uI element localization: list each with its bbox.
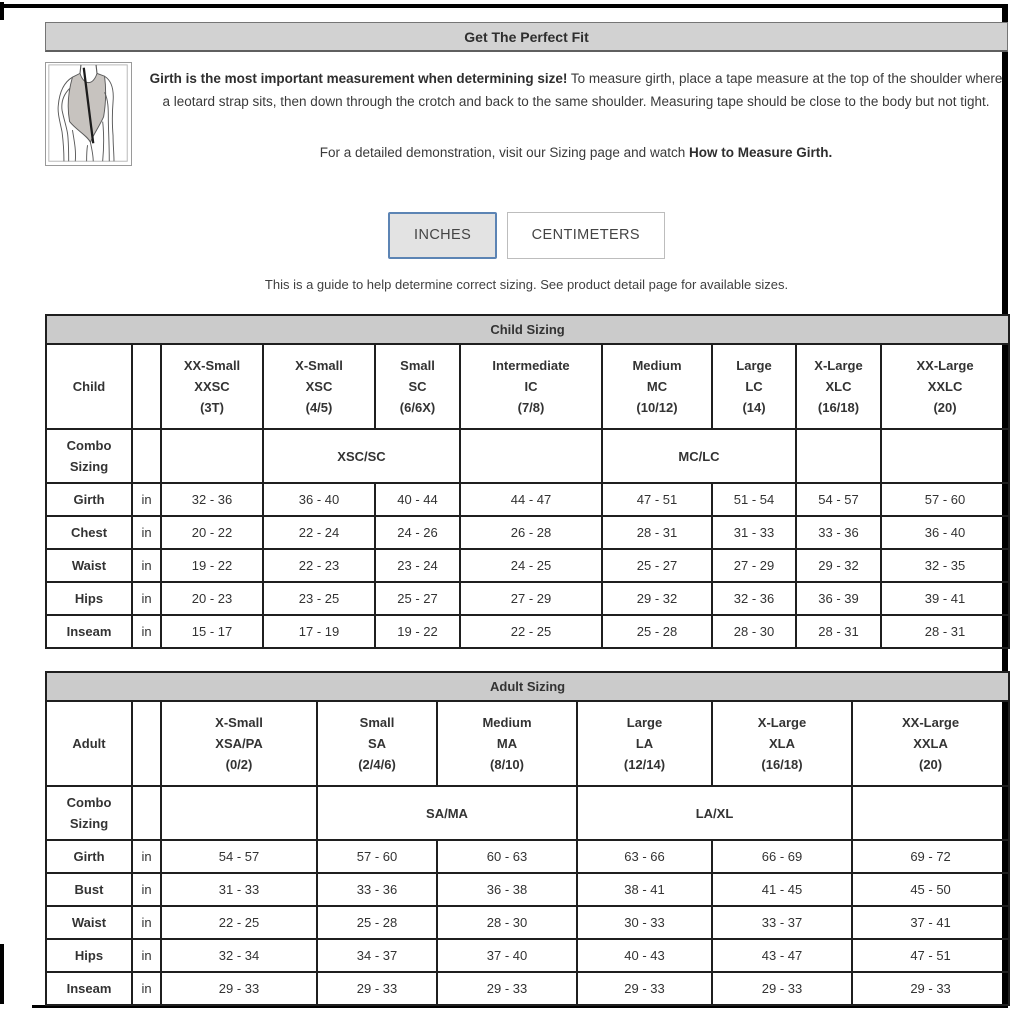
combo-cell: MC/LC: [602, 429, 796, 483]
size-value-cell: 66 - 69: [712, 840, 852, 873]
size-name: Large: [736, 358, 772, 373]
size-value-cell: 33 - 37: [712, 906, 852, 939]
child-sizing-table: [45, 314, 1010, 649]
size-value-cell: 47 - 51: [602, 483, 712, 516]
size-value-cell: 36 - 38: [437, 873, 577, 906]
size-code: XSA/PA: [215, 736, 263, 751]
size-name: XX-Large: [916, 358, 974, 373]
size-value-cell: 25 - 27: [602, 549, 712, 582]
row-label: Combo Sizing: [46, 786, 132, 840]
size-value-cell: 28 - 30: [437, 906, 577, 939]
size-value-cell: 25 - 28: [602, 615, 712, 648]
unit-toggle: [45, 212, 1008, 259]
unit-cell: in: [132, 615, 161, 648]
row-label: Chest: [46, 516, 132, 549]
size-column-header: [712, 344, 796, 429]
size-value-cell: 26 - 28: [460, 516, 602, 549]
table-row: [46, 516, 1009, 549]
size-value-cell: 28 - 30: [712, 615, 796, 648]
size-value-cell: 43 - 47: [712, 939, 852, 972]
intro-section: [45, 62, 1008, 166]
size-column-header: [437, 701, 577, 786]
size-code: MA: [496, 736, 518, 751]
size-name: X-Small: [295, 358, 343, 373]
row-label: Child: [46, 344, 132, 429]
row-label: Inseam: [46, 615, 132, 648]
size-value-cell: 39 - 41: [881, 582, 1009, 615]
size-range: (20): [918, 757, 943, 772]
row-label: Waist: [46, 549, 132, 582]
size-value-cell: 29 - 33: [577, 972, 712, 1005]
size-column-header: [375, 344, 460, 429]
girth-diagram-image: [45, 62, 132, 166]
size-name: XX-Small: [183, 358, 241, 373]
unit-cell: in: [132, 516, 161, 549]
unit-cell: in: [132, 840, 161, 873]
centimeters-button[interactable]: CENTIMETERS: [507, 212, 665, 259]
combo-blank-cell: [796, 429, 881, 483]
size-value-cell: 31 - 33: [712, 516, 796, 549]
size-range: (16/18): [761, 757, 803, 772]
size-value-cell: 17 - 19: [263, 615, 375, 648]
size-value-cell: 27 - 29: [460, 582, 602, 615]
row-label: Inseam: [46, 972, 132, 1005]
size-value-cell: 24 - 26: [375, 516, 460, 549]
size-value-cell: 40 - 43: [577, 939, 712, 972]
size-column-header: [161, 344, 263, 429]
inches-button[interactable]: INCHES: [388, 212, 497, 259]
combo-blank-cell: [460, 429, 602, 483]
size-value-cell: 32 - 35: [881, 549, 1009, 582]
size-range: (7/8): [517, 400, 545, 415]
girth-instructions-body: To measure girth, place a tape measure at the top of the shoulder where a leotard strap sits, then down through the crotch and back to the same shoulder. Measuring tape should be close to the body but not tight.: [162, 71, 1003, 109]
size-value-cell: 22 - 25: [161, 906, 317, 939]
size-value-cell: 44 - 47: [460, 483, 602, 516]
size-column-header: [852, 701, 1009, 786]
size-range: (4/5): [305, 400, 333, 415]
size-value-cell: 29 - 33: [852, 972, 1009, 1005]
unit-cell: in: [132, 582, 161, 615]
row-label: Girth: [46, 483, 132, 516]
size-value-cell: 34 - 37: [317, 939, 437, 972]
size-range: (8/10): [490, 757, 524, 772]
size-value-cell: 19 - 22: [161, 549, 263, 582]
size-range: (20): [933, 400, 957, 415]
adult-table-title: Adult Sizing: [46, 672, 1009, 701]
size-value-cell: 29 - 32: [796, 549, 881, 582]
page-title: Get The Perfect Fit: [464, 29, 589, 45]
size-column-header: [712, 701, 852, 786]
combo-blank-cell: [881, 429, 1009, 483]
size-value-cell: 33 - 36: [796, 516, 881, 549]
size-value-cell: 32 - 36: [712, 582, 796, 615]
size-code: LA: [635, 736, 654, 751]
size-value-cell: 28 - 31: [796, 615, 881, 648]
combo-cell: XSC/SC: [263, 429, 460, 483]
size-value-cell: 33 - 36: [317, 873, 437, 906]
size-value-cell: 41 - 45: [712, 873, 852, 906]
row-label: Bust: [46, 873, 132, 906]
table-row: [46, 483, 1009, 516]
size-code: XSC: [305, 379, 333, 394]
table-row: [46, 429, 1009, 483]
table-row: [46, 786, 1009, 840]
size-value-cell: 60 - 63: [437, 840, 577, 873]
size-code: SA: [367, 736, 387, 751]
unit-cell: in: [132, 549, 161, 582]
row-label: Hips: [46, 939, 132, 972]
size-value-cell: 20 - 22: [161, 516, 263, 549]
size-name: XX-Large: [902, 715, 960, 730]
size-value-cell: 25 - 27: [375, 582, 460, 615]
size-value-cell: 32 - 36: [161, 483, 263, 516]
table-row: [46, 549, 1009, 582]
size-column-header: [263, 344, 375, 429]
child-table-title: Child Sizing: [46, 315, 1009, 344]
combo-cell: LA/XL: [577, 786, 852, 840]
size-value-cell: 22 - 24: [263, 516, 375, 549]
size-value-cell: 36 - 40: [881, 516, 1009, 549]
girth-instructions-bold: Girth is the most important measurement when determining size!: [149, 71, 568, 86]
size-column-header: [317, 701, 437, 786]
table-row: [46, 906, 1009, 939]
size-name: Small: [359, 715, 395, 730]
size-name: X-Large: [757, 715, 807, 730]
size-name: Intermediate: [492, 358, 570, 373]
size-code: IC: [524, 379, 538, 394]
size-range: (6/6X): [399, 400, 436, 415]
size-range: (14): [742, 400, 766, 415]
size-value-cell: 36 - 40: [263, 483, 375, 516]
how-to-measure-girth-bold: How to Measure Girth.: [688, 145, 833, 160]
size-range: (2/4/6): [358, 757, 396, 772]
table-row: [46, 840, 1009, 873]
size-value-cell: 20 - 23: [161, 582, 263, 615]
size-value-cell: 29 - 32: [602, 582, 712, 615]
size-value-cell: 29 - 33: [161, 972, 317, 1005]
table-row: [46, 582, 1009, 615]
sizing-guide-content: [45, 22, 1008, 1006]
girth-instructions-paragraph: [144, 68, 1008, 113]
size-code: XXLC: [927, 379, 963, 394]
size-value-cell: 29 - 33: [317, 972, 437, 1005]
size-code: SC: [408, 379, 427, 394]
size-name: X-Small: [215, 715, 263, 730]
size-value-cell: 69 - 72: [852, 840, 1009, 873]
size-value-cell: 27 - 29: [712, 549, 796, 582]
table-row: [46, 344, 1009, 429]
unit-cell: in: [132, 906, 161, 939]
table-row: [46, 672, 1009, 701]
size-value-cell: 38 - 41: [577, 873, 712, 906]
size-value-cell: 30 - 33: [577, 906, 712, 939]
unit-cell: in: [132, 939, 161, 972]
size-code: MC: [646, 379, 668, 394]
row-label: Combo Sizing: [46, 429, 132, 483]
combo-blank-cell: [852, 786, 1009, 840]
size-value-cell: 54 - 57: [796, 483, 881, 516]
size-value-cell: 63 - 66: [577, 840, 712, 873]
size-value-cell: 28 - 31: [881, 615, 1009, 648]
size-range: (3T): [200, 400, 224, 415]
size-code: XXLA: [913, 736, 948, 751]
unit-cell: [132, 344, 161, 429]
size-value-cell: 37 - 41: [852, 906, 1009, 939]
combo-cell: SA/MA: [317, 786, 577, 840]
size-range: (0/2): [225, 757, 253, 772]
unit-cell: in: [132, 873, 161, 906]
table-row: [46, 615, 1009, 648]
unit-cell: [132, 429, 161, 483]
girth-instructions-text: [132, 62, 1008, 163]
unit-cell: [132, 701, 161, 786]
size-name: Small: [400, 358, 435, 373]
table-row: [46, 939, 1009, 972]
table-row: [46, 315, 1009, 344]
size-value-cell: 57 - 60: [317, 840, 437, 873]
size-value-cell: 24 - 25: [460, 549, 602, 582]
size-code: XXSC: [194, 379, 230, 394]
size-value-cell: 29 - 33: [712, 972, 852, 1005]
row-label: Waist: [46, 906, 132, 939]
size-value-cell: 45 - 50: [852, 873, 1009, 906]
size-value-cell: 23 - 24: [375, 549, 460, 582]
size-column-header: [881, 344, 1009, 429]
size-value-cell: 47 - 51: [852, 939, 1009, 972]
size-value-cell: 22 - 23: [263, 549, 375, 582]
demo-instructions-text: [144, 143, 1008, 163]
demo-prefix: For a detailed demonstration, visit our Sizing page and watch: [319, 145, 689, 160]
size-range: (10/12): [636, 400, 678, 415]
unit-cell: in: [132, 483, 161, 516]
adult-sizing-table: [45, 671, 1010, 1006]
size-value-cell: 25 - 28: [317, 906, 437, 939]
size-column-header: [796, 344, 881, 429]
page-frame-top: [2, 4, 1006, 8]
combo-blank-cell: [161, 786, 317, 840]
size-column-header: [577, 701, 712, 786]
size-code: XLA: [769, 736, 795, 751]
size-value-cell: 19 - 22: [375, 615, 460, 648]
size-column-header: [602, 344, 712, 429]
leotard-figure-icon: [46, 63, 131, 165]
size-value-cell: 36 - 39: [796, 582, 881, 615]
combo-blank-cell: [161, 429, 263, 483]
fit-header-bar: [45, 22, 1008, 52]
sizing-guide-note: This is a guide to help determine correct sizing. See product detail page for available sizes.: [264, 277, 789, 292]
size-value-cell: 31 - 33: [161, 873, 317, 906]
size-value-cell: 15 - 17: [161, 615, 263, 648]
size-value-cell: 57 - 60: [881, 483, 1009, 516]
table-row: [46, 972, 1009, 1005]
size-range: (16/18): [817, 400, 860, 415]
size-column-header: [460, 344, 602, 429]
size-value-cell: 29 - 33: [437, 972, 577, 1005]
row-label: Adult: [46, 701, 132, 786]
size-value-cell: 28 - 31: [602, 516, 712, 549]
size-code: XLC: [825, 379, 852, 394]
size-range: (12/14): [623, 757, 666, 772]
size-value-cell: 32 - 34: [161, 939, 317, 972]
size-name: Large: [626, 715, 663, 730]
size-name: Medium: [482, 715, 532, 730]
size-value-cell: 22 - 25: [460, 615, 602, 648]
size-value-cell: 23 - 25: [263, 582, 375, 615]
size-value-cell: 54 - 57: [161, 840, 317, 873]
size-column-header: [161, 701, 317, 786]
unit-cell: in: [132, 972, 161, 1005]
table-row: [46, 701, 1009, 786]
size-name: X-Large: [814, 358, 863, 373]
size-value-cell: 51 - 54: [712, 483, 796, 516]
size-value-cell: 40 - 44: [375, 483, 460, 516]
page-frame-left-top: [0, 2, 4, 20]
unit-cell: [132, 786, 161, 840]
row-label: Girth: [46, 840, 132, 873]
size-value-cell: 37 - 40: [437, 939, 577, 972]
size-name: Medium: [632, 358, 682, 373]
row-label: Hips: [46, 582, 132, 615]
size-code: LC: [745, 379, 763, 394]
page-frame-left-bottom: [0, 944, 4, 1004]
table-row: [46, 873, 1009, 906]
